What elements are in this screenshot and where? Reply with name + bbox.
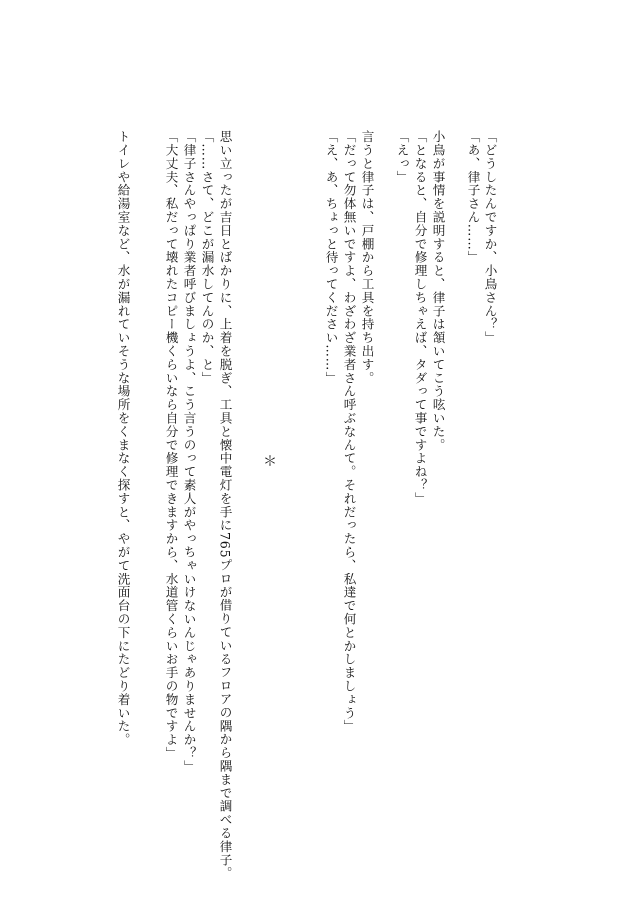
narration-line: 小鳥が事情を説明すると、律子は頷いてこう呟いた。: [430, 130, 446, 452]
dialogue-line: 「律子さんやっぱり業者呼びましょうよ、こう言うのって素人がやっちゃいけないんじゃありませんか？」: [181, 130, 197, 774]
narration-line: 思い立ったが吉日とばかりに、上着を脱ぎ、工具と懐中電灯を手に765プロが借りているフロアの隅から隅まで調べる律子。: [217, 130, 233, 881]
dialogue-line: 「だって勿体無いですよ、わざわざ業者さん呼ぶなんて。それだったら、私達で何とかしましょう」: [341, 130, 357, 733]
narration-line: トイレや給湯室など、水が漏れていそうな場所をくまなく探すと、やがて洗面台の下にたどり着いた。: [115, 130, 131, 747]
dialogue-line: 「どうしたんですか、小鳥さん？」: [482, 130, 498, 345]
section-separator: ＊: [263, 454, 277, 470]
dialogue-line: 「大丈夫、私だって壊れたコピー機くらいなら自分で修理できますから、水道管くらいお手の物ですよ」: [163, 130, 179, 760]
dialogue-line: 「えっ」: [394, 130, 410, 184]
dialogue-line: 「あ、律子さん……」: [465, 130, 481, 264]
narration-line: 言うと律子は、戸棚から工具を持ち出す。: [359, 130, 375, 385]
dialogue-line: 「……さて、どこが漏水してんのか、と」: [199, 130, 215, 385]
dialogue-line: 「え、あ、ちょっと待ってください……」: [323, 130, 339, 385]
dialogue-line: 「となると、自分で修理しちゃえば、タダって事ですよね？」: [412, 130, 428, 506]
